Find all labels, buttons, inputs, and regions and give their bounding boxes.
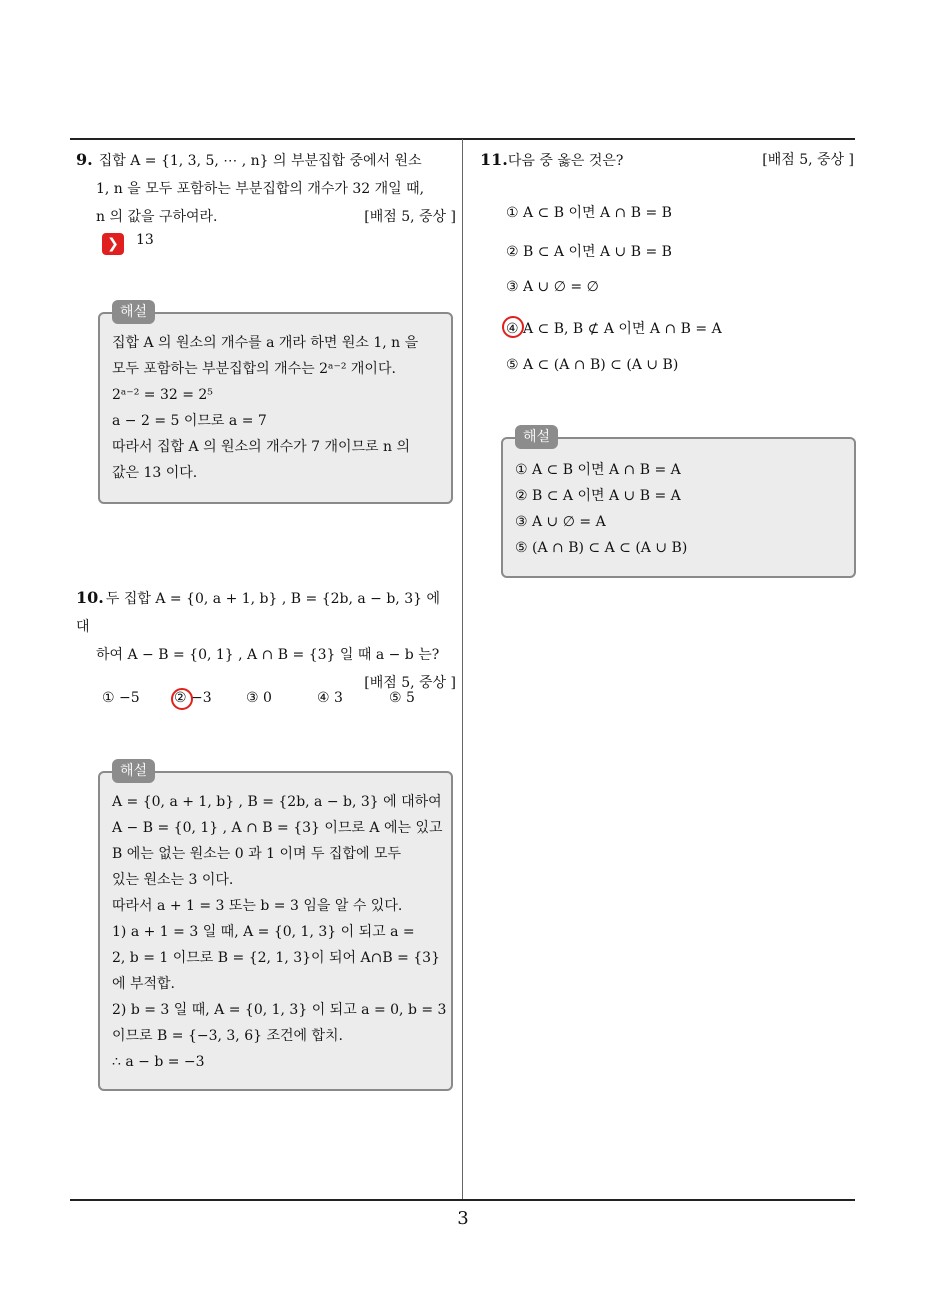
solution-line: 1) a + 1 = 3 일 때, A = {0, 1, 3} 이 되고 a = — [112, 924, 415, 940]
solution-line: 에 부적합. — [112, 976, 175, 992]
question-9-answer: 13 — [136, 232, 154, 248]
q11-choice-1[interactable]: ① A ⊂ B 이면 A ∩ B = B — [506, 205, 672, 221]
question-10-line-2: 하여 A − B = {0, 1} , A ∩ B = {3} 일 때 a − b 는? — [96, 647, 440, 663]
question-9-number: 9. — [76, 150, 93, 169]
q10-choice-5[interactable]: ⑤ 5 — [389, 690, 415, 706]
q10-choice-1[interactable]: ① −5 — [102, 690, 140, 706]
solution-tag: 해설 — [112, 300, 155, 324]
question-9-line-2: 1, n 을 모두 포함하는 부분집합의 개수가 32 개일 때, — [96, 181, 425, 197]
question-9-line-3 — [76, 203, 456, 231]
question-9-meta: [배점 5, 중상 ] — [364, 209, 456, 225]
bottom-rule — [70, 1199, 855, 1201]
q11-choice-3[interactable]: ③ A ∪ ∅ = ∅ — [506, 279, 599, 295]
question-10-line-1 — [76, 584, 456, 641]
question-11-text: 다음 중 옳은 것은? — [507, 153, 624, 169]
question-10-number: 10. — [76, 588, 104, 607]
solution-line: 2, b = 1 이므로 B = {2, 1, 3}이 되어 A∩B = {3} — [112, 950, 440, 966]
page-number: 3 — [457, 1208, 469, 1229]
question-10-text-1: 두 집합 A = {0, a + 1, b} , B = {2b, a − b, 3} 에 대 — [76, 591, 441, 635]
question-9-line-1 — [76, 146, 456, 175]
question-10 — [76, 584, 456, 697]
question-10-meta: [배점 5, 중상 ] — [364, 675, 456, 691]
solution-line: ③ A ∪ ∅ = A — [515, 514, 606, 530]
q11-choice-2[interactable]: ② B ⊂ A 이면 A ∪ B = B — [506, 244, 672, 260]
question-11 — [480, 146, 854, 175]
q10-selected-circle — [171, 688, 193, 710]
question-11-line-1 — [480, 146, 854, 175]
q10-choice-3[interactable]: ③ 0 — [246, 690, 272, 706]
solution-line: 따라서 a + 1 = 3 또는 b = 3 임을 알 수 있다. — [112, 898, 403, 914]
question-9-solution-box — [98, 304, 453, 504]
q10-choice-4[interactable]: ④ 3 — [317, 690, 343, 706]
q11-choice-5[interactable]: ⑤ A ⊂ (A ∩ B) ⊂ (A ∪ B) — [506, 357, 679, 373]
solution-line: 모두 포함하는 부분집합의 개수는 2ᵃ⁻² 개이다. — [112, 361, 396, 377]
question-9 — [76, 146, 456, 231]
question-9-text-1: 집합 A = {1, 3, 5, ⋯ , n} 의 부분집합 중에서 원소 — [98, 153, 422, 169]
solution-line: 있는 원소는 3 이다. — [112, 872, 234, 888]
solution-line: A = {0, a + 1, b} , B = {2b, a − b, 3} 에 대하여 — [112, 794, 442, 810]
solution-line: 값은 13 이다. — [112, 465, 198, 481]
column-divider — [462, 139, 463, 1200]
solution-line: ① A ⊂ B 이면 A ∩ B = A — [515, 462, 681, 478]
question-11-number: 11. — [480, 150, 508, 169]
solution-line: 집합 A 의 원소의 개수를 a 개라 하면 원소 1, n 을 — [112, 335, 419, 351]
question-9-text-3: n 의 값을 구하여라. — [96, 209, 218, 225]
question-11-meta: [배점 5, 중상 ] — [762, 152, 854, 168]
solution-line: 2) b = 3 일 때, A = {0, 1, 3} 이 되고 a = 0, b = 3 — [112, 1002, 447, 1018]
solution-line: ∴ a − b = −3 — [112, 1054, 205, 1070]
q11-choice-4[interactable]: ④ A ⊂ B, B ⊄ A 이면 A ∩ B = A — [506, 321, 722, 337]
solution-line: A − B = {0, 1} , A ∩ B = {3} 이므로 A 에는 있고 — [112, 820, 443, 836]
solution-line: 이므로 B = {−3, 3, 6} 조건에 합치. — [112, 1028, 343, 1044]
solution-line: 2ᵃ⁻² = 32 = 2⁵ — [112, 387, 213, 403]
solution-line: a − 2 = 5 이므로 a = 7 — [112, 413, 267, 429]
solution-line: ⑤ (A ∩ B) ⊂ A ⊂ (A ∪ B) — [515, 540, 688, 556]
solution-line: 따라서 집합 A 의 원소의 개수가 7 개이므로 n 의 — [112, 439, 410, 455]
question-10-solution-box — [98, 763, 453, 1091]
question-11-solution-box — [501, 429, 856, 578]
solution-tag: 해설 — [112, 759, 155, 783]
answer-arrow-icon: ❯ — [102, 233, 124, 255]
solution-line: ② B ⊂ A 이면 A ∪ B = A — [515, 488, 681, 504]
q11-selected-circle — [502, 316, 524, 338]
solution-tag: 해설 — [515, 425, 558, 449]
solution-line: B 에는 없는 원소는 0 과 1 이며 두 집합에 모두 — [112, 846, 401, 862]
q10-choice-2[interactable]: ② −3 — [174, 690, 212, 706]
